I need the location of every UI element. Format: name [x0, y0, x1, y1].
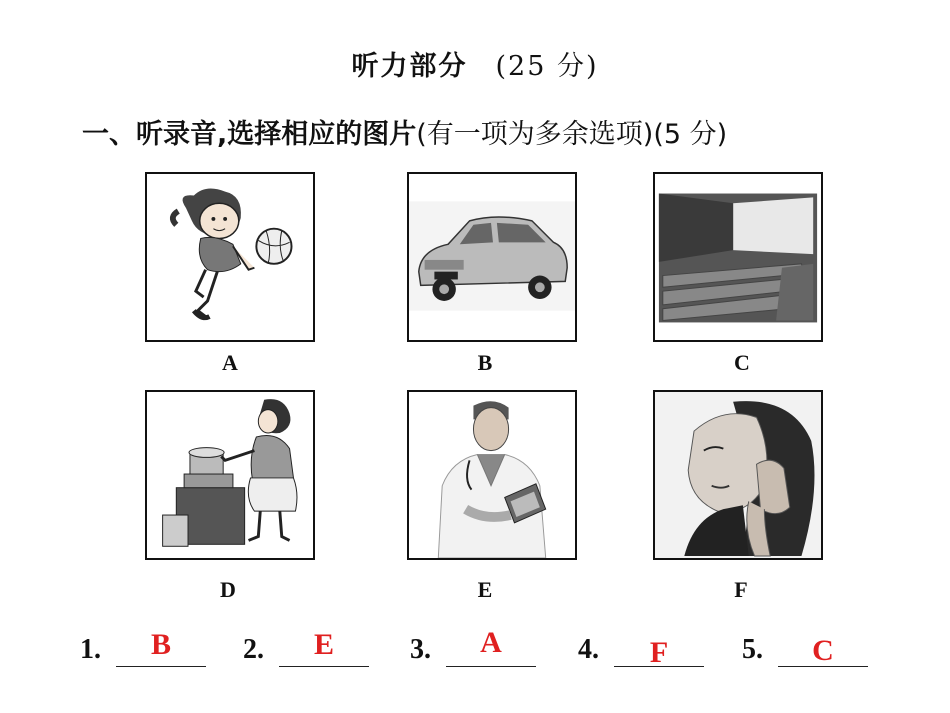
answer-row: [0, 628, 950, 678]
answer-blank[interactable]: [279, 666, 369, 667]
section-title: [0, 44, 950, 83]
answer-value: E: [313, 628, 334, 661]
picture-e-doctor: [407, 390, 577, 560]
answer-blank[interactable]: [116, 666, 206, 667]
answer-number: 5.: [742, 634, 763, 665]
picture-a-label: A: [222, 350, 238, 375]
answer-number: 2.: [243, 634, 264, 665]
cinema-illustration: [655, 174, 821, 340]
picture-d-woman-cooking: [145, 390, 315, 560]
picture-c-label: C: [734, 350, 750, 375]
picture-f-label: F: [734, 577, 748, 602]
answer-blank[interactable]: [446, 666, 536, 667]
answer-value: B: [150, 628, 171, 661]
picture-f-woman-listening: [653, 390, 823, 560]
instruction-text: 一、听录音,选择相应的图片: [82, 119, 417, 150]
picture-a-volleyball-girl: [145, 172, 315, 342]
picture-d-label: D: [220, 577, 236, 602]
woman-cooking-illustration: [147, 392, 313, 558]
answer-blank[interactable]: [614, 666, 704, 667]
answer-number: 1.: [80, 634, 101, 665]
volleyball-girl-illustration: [147, 174, 313, 340]
doctor-illustration: [409, 392, 575, 558]
answer-value: A: [480, 626, 502, 659]
instruction-note: (有一项为多余选项)(5 分): [416, 119, 728, 150]
answer-number: 4.: [578, 634, 599, 665]
question-instruction: [82, 112, 727, 151]
section-heading: 听力部分: [351, 51, 468, 82]
answer-value: F: [649, 636, 669, 669]
picture-c-cinema: [653, 172, 823, 342]
car-illustration: [409, 174, 575, 340]
picture-b-car: [407, 172, 577, 342]
picture-e-label: E: [477, 577, 493, 602]
answer-blank[interactable]: [778, 666, 868, 667]
section-points: (25 分): [495, 51, 599, 82]
picture-b-label: B: [477, 350, 493, 375]
woman-listening-illustration: [655, 392, 821, 558]
answer-number: 3.: [410, 634, 431, 665]
answer-value: C: [812, 634, 834, 667]
